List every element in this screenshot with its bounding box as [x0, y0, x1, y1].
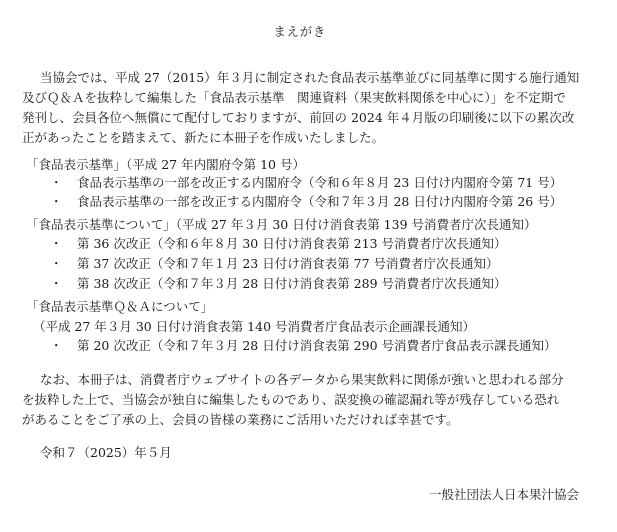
intro-line: 当協会では、平成 27（2015）年３月に制定された食品表示基準並びに同基準に関する施行通知 [40, 70, 580, 85]
closing-line: があることをご了承の上、会員の皆様の業務にご活用いただければ幸甚です。 [22, 412, 459, 427]
bullet-icon: ・ [50, 236, 63, 251]
intro-line: 正があったことを踏まえて、新たに本冊子を作成いたしました。 [22, 130, 385, 145]
list-item: 食品表示基準の一部を改正する内閣府令（令和７年３月 28 日付け内閣府令第 26 号） [77, 194, 563, 209]
list-item: 第 38 次改正（令和７年３月 28 日付け消食表第 289 号消費者庁次長通知） [77, 276, 507, 291]
list-item: 食品表示基準の一部を改正する内閣府令（令和６年８月 23 日付け内閣府令第 71 号） [77, 175, 563, 190]
closing-line: を抜粋した上で、当協会が独自に編集したものであり、誤変換の確認漏れ等が残存している恐れ [22, 392, 560, 407]
page-title: まえがき [273, 24, 327, 39]
bullet-icon: ・ [50, 276, 63, 291]
bullet-icon: ・ [50, 338, 63, 353]
intro-line: 発刊し、会員各位へ無償にて配付しておりますが、前回の 2024 年４月版の印刷後に以下の累次改 [22, 110, 575, 125]
section-heading: 「食品表示基準Ｑ＆Ａについて」 [26, 299, 214, 314]
intro-line: 及びＱ＆Ａを抜粋して編集した「食品表示基準 関連資料（果実飲料関係を中心に）」を不定期で [22, 90, 566, 105]
issue-date: 令和７（2025）年５月 [40, 445, 172, 460]
list-item: 第 20 次改正（令和７年３月 28 日付け消食表第 290 号消費者庁食品表示課長通知） [77, 338, 557, 353]
section-heading: 「食品表示基準について」（平成 27 年３月 30 日付け消食表第 139 号消費者庁次長通知） [26, 217, 537, 232]
section-heading: 「食品表示基準」（平成 27 年内閣府令第 10 号） [26, 157, 305, 172]
bullet-icon: ・ [50, 175, 63, 190]
bullet-icon: ・ [50, 256, 63, 271]
list-item: 第 36 次改正（令和６年８月 30 日付け消食表第 213 号消費者庁次長通知） [77, 236, 507, 251]
section-subheading: （平成 27 年３月 30 日付け消食表第 140 号消費者庁食品表示企画課長通知） [33, 319, 476, 334]
closing-line: なお、本冊子は、消費者庁ウェブサイトの各データから果実飲料に関係が強いと思われる部分 [40, 372, 564, 387]
publisher-signature: 一般社団法人日本果汁協会 [428, 487, 579, 502]
bullet-icon: ・ [50, 194, 63, 209]
list-item: 第 37 次改正（令和７年１月 23 日付け消食表第 77 号消費者庁次長通知） [77, 256, 499, 271]
